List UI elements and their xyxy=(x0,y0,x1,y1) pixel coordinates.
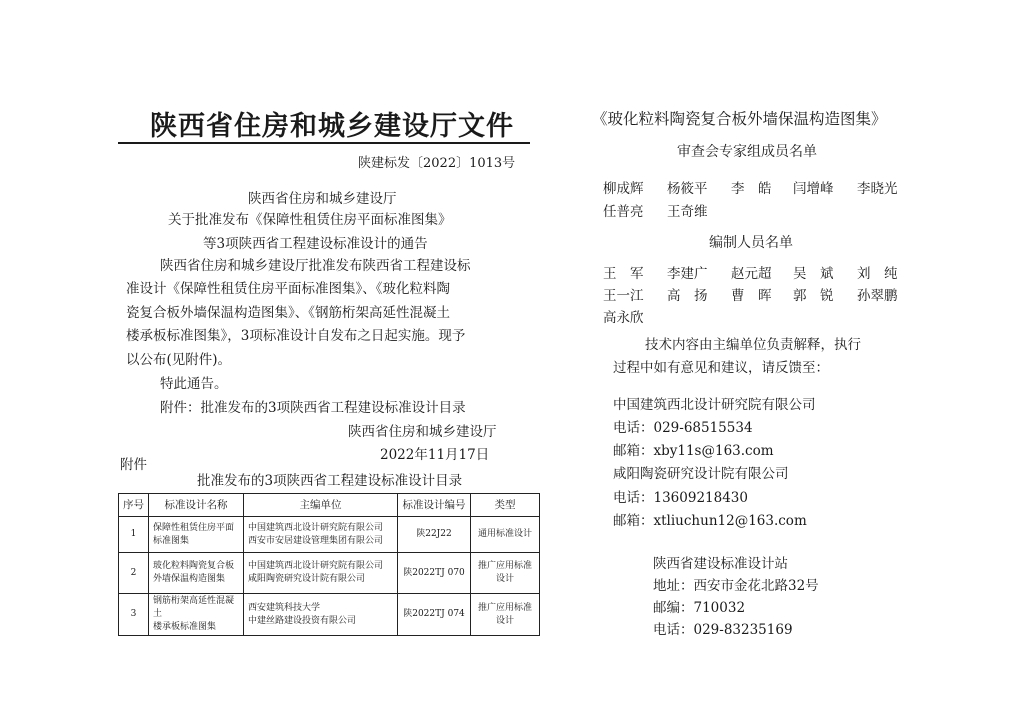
column-header: 标准设计名称 xyxy=(149,494,244,517)
table-row xyxy=(119,553,540,594)
editor-member: 赵元超 xyxy=(731,266,772,282)
org1-email: 邮箱：xby11s@163.com xyxy=(613,443,774,459)
attachment-note: 附件：批准发布的3项陕西省工程建设标准设计目录 xyxy=(160,400,466,416)
notice-body-line: 楼承板标准图集》，3项标准设计自发布之日起实施。现予 xyxy=(126,328,466,344)
station-name: 陕西省建设标准设计站 xyxy=(653,556,788,572)
standard-code: 陕22J22 xyxy=(398,517,471,553)
notice-body-line: 以公布(见附件)。 xyxy=(126,352,232,368)
notice-closing: 特此通告。 xyxy=(160,376,228,392)
station-postcode: 邮编：710032 xyxy=(653,600,746,616)
notice-body-line: 准设计《保障性租赁住房平面标准图集》、《玻化粒料陶 xyxy=(126,281,450,297)
document-number: 陕建标发〔2022〕1013号 xyxy=(358,156,516,171)
org2-name: 咸阳陶瓷研究设计院有限公司 xyxy=(613,466,789,482)
review-member: 李晓光 xyxy=(857,181,898,197)
org1-name: 中国建筑西北设计研究院有限公司 xyxy=(613,397,816,413)
review-member: 杨筱平 xyxy=(667,181,708,197)
issue-date: 2022年11月17日 xyxy=(380,447,490,463)
standard-code: 陕2022TJ 074 xyxy=(398,594,471,636)
review-member: 任普亮 xyxy=(603,204,644,220)
editor-member: 刘 纯 xyxy=(857,266,898,282)
editor-member: 李建广 xyxy=(667,266,708,282)
attachment-table xyxy=(118,493,540,636)
org2-email: 邮箱：xtliuchun12@163.com xyxy=(613,513,807,529)
editor-member: 高永欣 xyxy=(603,310,644,326)
responsibility-line: 技术内容由主编单位负责解释，执行 xyxy=(645,337,861,353)
book-title: 《玻化粒料陶瓷复合板外墙保温构造图集》 xyxy=(592,110,887,128)
standard-name: 保障性租赁住房平面 标准图集 xyxy=(149,517,244,553)
attachment-label: 附件 xyxy=(120,457,147,473)
document-header-title: 陕西省住房和城乡建设厅文件 xyxy=(150,111,514,142)
responsibility-line: 过程中如有意见和建议，请反馈至： xyxy=(613,360,829,376)
column-header: 序号 xyxy=(119,494,149,517)
attachment-table-title: 批准发布的3项陕西省工程建设标准设计目录 xyxy=(197,473,463,489)
standard-type: 推广应用标准 设计 xyxy=(471,553,540,594)
table-header-row xyxy=(119,494,540,517)
editor-member: 郭 锐 xyxy=(793,288,834,304)
review-member: 闫增峰 xyxy=(793,181,834,197)
station-phone: 电话：029-83235169 xyxy=(653,622,793,638)
editor-member: 曹 晖 xyxy=(731,288,772,304)
editing-organization: 中国建筑西北设计研究院有限公司 咸阳陶瓷研究设计院有限公司 xyxy=(244,553,398,594)
column-header: 主编单位 xyxy=(244,494,398,517)
standard-type: 通用标准设计 xyxy=(471,517,540,553)
org2-phone: 电话：13609218430 xyxy=(613,490,748,506)
notice-body-line: 陕西省住房和城乡建设厅批准发布陕西省工程建设标 xyxy=(160,258,471,274)
standard-name: 玻化粒料陶瓷复合板 外墙保温构造图集 xyxy=(149,553,244,594)
review-heading: 审查会专家组成员名单 xyxy=(677,144,817,160)
editor-heading: 编制人员名单 xyxy=(709,235,793,251)
editing-organization: 西安建筑科技大学 中建丝路建设投资有限公司 xyxy=(244,594,398,636)
notice-title-line: 等3项陕西省工程建设标准设计的通告 xyxy=(203,236,428,252)
row-number: 1 xyxy=(119,517,149,553)
standard-code: 陕2022TJ 070 xyxy=(398,553,471,594)
review-member: 王奇维 xyxy=(667,204,708,220)
notice-title-line: 关于批准发布《保障性租赁住房平面标准图集》 xyxy=(168,212,452,228)
editor-member: 王 军 xyxy=(603,266,644,282)
table-row xyxy=(119,517,540,553)
editing-organization: 中国建筑西北设计研究院有限公司 西安市安居建设管理集团有限公司 xyxy=(244,517,398,553)
row-number: 2 xyxy=(119,553,149,594)
column-header: 类型 xyxy=(471,494,540,517)
editor-member: 吴 斌 xyxy=(793,266,834,282)
notice-body-line: 瓷复合板外墙保温构造图集》、《钢筋桁架高延性混凝土 xyxy=(126,305,450,321)
header-divider xyxy=(118,142,530,144)
editor-member: 王一江 xyxy=(603,288,644,304)
row-number: 3 xyxy=(119,594,149,636)
org1-phone: 电话：029-68515534 xyxy=(613,420,753,436)
standard-name: 钢筋桁架高延性混凝土 楼承板标准图集 xyxy=(149,594,244,636)
notice-title-line: 陕西省住房和城乡建设厅 xyxy=(248,191,397,207)
signer: 陕西省住房和城乡建设厅 xyxy=(348,424,497,440)
station-address: 地址：西安市金花北路32号 xyxy=(653,578,819,594)
editor-member: 孙翠鹏 xyxy=(857,288,898,304)
editor-member: 高 扬 xyxy=(667,288,708,304)
column-header: 标准设计编号 xyxy=(398,494,471,517)
review-member: 柳成辉 xyxy=(603,181,644,197)
table-row xyxy=(119,594,540,636)
review-member: 李 皓 xyxy=(731,181,772,197)
standard-type: 推广应用标准 设计 xyxy=(471,594,540,636)
